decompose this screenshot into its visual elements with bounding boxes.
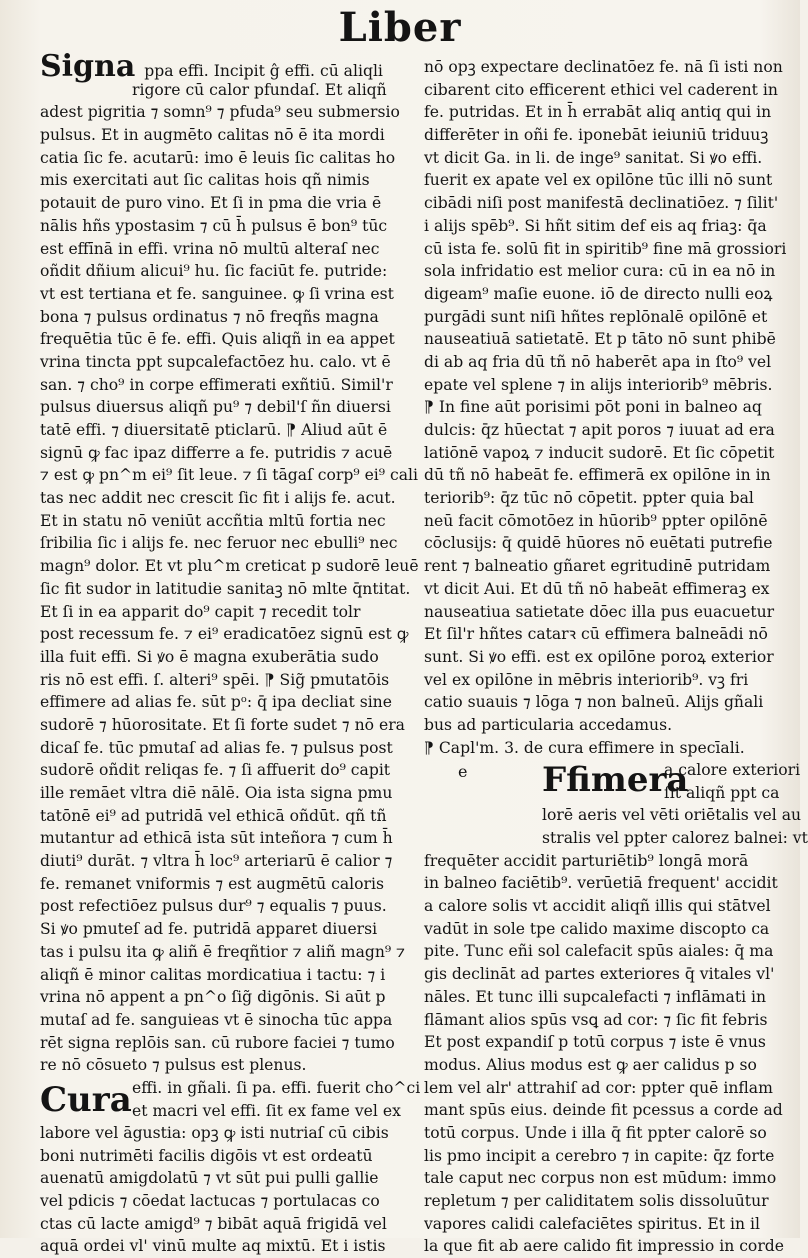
text-line: di ab aq fria dū tñ nō haberēt apa in ſto⁹ vel — [424, 352, 772, 371]
text-line: adest pigritia ⁊ somn⁹ ⁊ pfuda⁹ seu submersio — [40, 103, 400, 122]
text-line: oñdit dñium alicui⁹ hu. ſic faciūt fe. putride: — [40, 262, 388, 281]
text-line: illa fuit effi. Si ꝟo ē magna exuberātia sudo — [40, 647, 379, 666]
text-line: catia ſic fe. acutarū: imo ē leuis ſic calitas ho — [40, 148, 396, 167]
second-line: rigore cū calor pfundaſ. Et aliqñ — [132, 80, 387, 99]
text-line: la que fit ab aere calido fit impressio in corde — [424, 1237, 784, 1256]
text-line: pulsus. Et in augmēto calitas nō ē ita mordi — [40, 126, 385, 145]
text-line: magn⁹ dolor. Et vt plu^m creticat p sudorē leuē — [40, 557, 419, 576]
text-line: boni nutrimēti facilis digōis vt est ordeatū — [40, 1146, 373, 1165]
text-line: catio suauis ⁊ lōga ⁊ non balneū. Alijs gñali — [424, 693, 764, 712]
text-line: sudorē ⁊ hūorositate. Et ſi forte sudet ⁊ nō era — [40, 715, 405, 734]
text-line: vrina tincta ppt supcalefactōez hu. calo. vt ē — [40, 352, 391, 371]
text-line: epate vel splene ⁊ in alijs interiorib⁹ mēbris. — [424, 375, 773, 394]
text-line: nō opꝫ expectare declinatōez fe. nā ſi isti non — [424, 58, 783, 76]
text-line: totū corpus. Unde i illa q̄ fit ppter calorē so — [424, 1123, 767, 1142]
text-line: mutantur ad ethicā ista sūt inteñora ⁊ cum h̄ — [40, 829, 393, 848]
text-line: san. ⁊ cho⁹ in corpe effimerati exñtiū. Simil'r — [40, 375, 393, 394]
text-line: potauit de puro vino. Et ſi in pma die vria ē — [40, 194, 382, 213]
text-line: tatē effi. ⁊ diuersitatē pticlarū. ⁋ Aliud aūt ē — [40, 421, 388, 439]
text-line: sunt. Si ꝟo effi. est ex opilōne poroꝝ exterior — [424, 647, 774, 666]
right-column — [424, 56, 808, 1258]
text-line: nauseatiua satietate dōec illa pus euacuetur — [424, 602, 775, 621]
text-line: labore vel āgustia: opꝫ ꝙ isti nutriaſ cū cibis — [40, 1123, 389, 1142]
text-line: tas i pulsu ita ꝙ aliñ ē freqñtior ⁊ aliñ magn⁹ ⁊ — [40, 942, 406, 961]
text-line: vt dicit Aui. Et dū tñ nō habeāt effimeraꝫ ex — [424, 579, 770, 598]
text-line: in balneo faciētib⁹. verūetiā frequent' accidit — [424, 874, 778, 893]
text-line: ſic fit sudor in latitudie sanitaꝫ nō mlte q̄ntitat. — [40, 579, 411, 598]
text-line: fuerit ex apate vel ex opilōne tūc illi nō sunt — [424, 171, 773, 190]
text-line: vt dicit Ga. in li. de inge⁹ sanitat. Si ꝟo effi. — [424, 148, 763, 167]
left-column — [40, 49, 421, 1258]
text-line: frequētia tūc ē fe. effi. Quis aliqñ in ea appet — [40, 330, 395, 349]
text-line: rent ⁊ balneatio gñaret egritudinē putridam — [424, 557, 771, 576]
text-line: vapores calidi calefaciētes spiritus. Et in il — [424, 1214, 760, 1233]
first-line — [40, 49, 412, 84]
text-line: lis pmo incipit a cerebro ⁊ in capite: q̄z forte — [424, 1146, 775, 1165]
text-line: diuti⁹ durāt. ⁊ vltra h̄ loc⁹ arteriarū ē calior ⁊ — [40, 852, 393, 871]
margin-mark: e — [458, 762, 468, 781]
text-line: bus ad particularia accedamus. — [424, 715, 673, 734]
text-line: repletum ⁊ per caliditatem solis dissoluūtur — [424, 1192, 769, 1210]
ffimera-indent-body — [424, 804, 808, 849]
text-line: rēt signa replōis san. cū rubore faciei ⁊ tumo — [40, 1033, 395, 1052]
text-line: tas nec addit nec crescit ſic fit i alijs fe. acut. — [40, 489, 396, 508]
first-line-text: ppa effi. Incipit ĝ effi. cū aliqli — [144, 62, 383, 80]
text-line: i alijs spēb⁹. Si hñt sitim def eis aq friaꝫ: q̄a — [424, 216, 767, 235]
text-line: flāmant alios spūs vsꝗ ad cor: ⁊ ſic fit febris — [424, 1010, 768, 1029]
text-line: digeam⁹ maſie euone. iō de directo nulli eoꝝ — [424, 284, 773, 303]
text-line: fe. putridas. Et in h̄ errabāt aliq antiq qui in — [424, 103, 772, 122]
text-line: differēter in oñi fe. iponebāt ieiuniū triduuꝫ — [424, 126, 769, 145]
text-line: est effīnā in effi. vrina nō multū alteraſ nec — [40, 239, 380, 258]
text-line: stralis vel ppter calorez balnei: vt — [542, 829, 808, 847]
text-line: aquā ordei vl' vinū multe aq mixtū. Et i istis — [40, 1237, 386, 1256]
text-line: Si ꝟo pmuteſ ad fe. putridā apparet diuersi — [40, 920, 378, 939]
running-header: Liber — [338, 4, 462, 51]
text-line: lorē aeris vel vēti oriētalis vel au — [542, 806, 802, 825]
text-line: ille remāet vltra diē nālē. Oia ista signa pmu — [40, 784, 393, 802]
text-line: frequēter accidit parturiētib⁹ longā morā — [424, 851, 749, 870]
cura-side-line-1: effi. in gñali. ſi pa. effi. fuerit cho^ci — [132, 1078, 421, 1097]
text-line: re nō cōsueto ⁊ pulsus est plenus. — [40, 1056, 307, 1075]
text-line: latiōnē vapoꝝ ⁊ inducit sudorē. Et ſic cōpetit — [424, 443, 775, 462]
dropcap-signa: Signa — [40, 49, 136, 84]
text-line: nālis hñs ypostasim ⁊ cū h̄ pulsus ē bon⁹ tūc — [40, 216, 388, 235]
text-line: dicaſ fe. tūc pmutaſ ad alias fe. ⁊ pulsus post — [40, 738, 393, 757]
text-line: mutaſ ad fe. sanguieas vt ē sinocha tūc appa — [40, 1010, 393, 1029]
text-line: Et post expandiſ p totū corpus ⁊ iste ē vnus — [424, 1033, 766, 1052]
text-line: cibarent cito efficerent ethici vel caderent in — [424, 80, 778, 99]
text-line: cū ista fe. solū fit in spiritib⁹ fine mā grossiori — [424, 239, 787, 258]
text-line: vt est tertiana et fe. sanguinee. ꝙ ſi vrina est — [40, 284, 394, 303]
text-line: ſribilia ſic i alijs fe. nec feruor nec ebulli⁹ nec — [40, 534, 398, 553]
ffimera-side-line-1: a calore exteriori — [664, 761, 801, 780]
cura-text-body — [40, 1122, 412, 1258]
ffimera-title: Ffimera — [542, 760, 689, 801]
text-line: signū ꝙ fac ipaz differre a fe. putridis ⁊ acuē — [40, 443, 393, 462]
text-line: pite. Tunc eñi sol calefacit spūs aiales: q̄ ma — [424, 942, 774, 961]
text-line: ctas cū lacte amigd⁹ ⁊ bibāt aquā frigidā vel — [40, 1214, 387, 1233]
text-line: ⁋ In fine aūt porisimi pōt poni in balneo aq — [424, 398, 762, 417]
right-text-bottom — [424, 850, 784, 1258]
text-line: vel pdicis ⁊ cōedat lactucas ⁊ portulacas co — [40, 1192, 380, 1210]
text-line: pulsus diuersus aliqñ pu⁹ ⁊ debil'ſ ñn diuersi — [40, 398, 391, 417]
text-line: lem vel alr' attrahiſ ad cor: ppter quē inflam — [424, 1078, 773, 1097]
text-line: neū facit cōmotōez in hūorib⁹ ppter opilōnē — [424, 511, 768, 530]
text-line: teriorib⁹: q̄z tūc nō cōpetit. ppter quia bal — [424, 489, 754, 508]
text-line: ⁊ est ꝙ pn^m ei⁹ ſit leue. ⁊ ſi tāgaſ corp⁹ ei⁹ cali — [40, 466, 418, 485]
ffimera-heading-block — [424, 759, 801, 804]
left-text-body — [40, 101, 419, 1077]
text-line: bona ⁊ pulsus ordinatus ⁊ nō freqñs magna — [40, 307, 379, 326]
text-line: aliqñ ē minor calitas mordicatiua i tactu: ⁊ i — [40, 965, 386, 984]
text-line: vrina nō appent a pn^o ſig̃ digōnis. Si aūt p — [40, 988, 386, 1007]
text-line: effimere ad alias fe. sūt pᵒ: q̄ ipa decliat sine — [40, 693, 392, 712]
text-line: purgādi sunt niſi hñtes replōnalē opilōnē et — [424, 307, 768, 326]
right-text-top — [424, 56, 787, 759]
text-line: vadūt in sole tpe calido maxime discopto ca — [424, 919, 770, 938]
text-line: sola infridatio est melior cura: cū in ea nō in — [424, 262, 776, 281]
text-line: a calore solis vt accidit aliqñ illis qui stātvel — [424, 897, 771, 916]
text-line: ris nō est effi. ſ. alteri⁹ spēi. ⁋ Sig̃ pmutatōis — [40, 670, 390, 689]
text-line: gis declināt ad partes exteriores q̄ vitales vl' — [424, 965, 775, 984]
text-line: dū tñ nō habeāt fe. effimerā ex opilōne in in — [424, 466, 771, 485]
text-line: vel ex opilōne in mēbris interiorib⁹. vꝫ fri — [424, 670, 749, 689]
text-line: Et ſil'r hñtes catarꝛ cū effimera balneādi nō — [424, 625, 768, 644]
text-line: fe. remanet vniformis ⁊ est augmētū caloris — [40, 874, 384, 893]
text-line: dulcis: q̄z hūectat ⁊ apit poros ⁊ iuuat ad era — [424, 421, 775, 439]
text-line: ⁋ Capl'm. 3. de cura effimere in specīali. — [424, 738, 745, 757]
cura-side-line-2: et macri vel effi. ſit ex fame vel ex — [132, 1101, 401, 1120]
text-line: nāles. Et tunc illi supcalefacti ⁊ inflāmati in — [424, 987, 767, 1006]
cura-heading-block — [40, 1077, 421, 1122]
text-line: sudorē oñdit reliqas fe. ⁊ ſi affuerit do⁹ capit — [40, 761, 391, 780]
text-line: post recessum fe. ⁊ ei⁹ eradicatōez signū est ꝙ — [40, 625, 409, 644]
text-line: tale caput nec corpus non est mūdum: immo — [424, 1169, 777, 1188]
text-line: mant spūs eius. deinde fit pcessus a corde ad — [424, 1101, 783, 1120]
text-line: modus. Alius modus est ꝙ aer calidus p so — [424, 1055, 757, 1074]
text-line: mis exercitati aut ſic calitas hois qñ nimis — [40, 171, 370, 190]
text-line: nauseatiuā satietatē. Et p tāto nō sunt phibē — [424, 330, 776, 349]
text-line: cōclusijs: q̄ quidē hūores nō euētati putrefie — [424, 534, 773, 553]
text-line: auenatū amigdolatū ⁊ vt sūt pui pulli gallie — [40, 1169, 379, 1188]
text-line: tatōnē ei⁹ ad putridā vel ethicā oñdūt. qñ tñ — [40, 806, 387, 825]
text-line: cibādi niſi post manifestā declinatiōez. ⁊ ſilit' — [424, 194, 779, 213]
ffimera-side-line-2: ſit aliqñ ppt ca — [664, 784, 780, 802]
text-line: Et ſi in ea apparit do⁹ capit ⁊ recedit tolr — [40, 602, 361, 621]
text-line: post refectiōez pulsus dur⁹ ⁊ equalis ⁊ puus. — [40, 897, 387, 916]
text-line: Et in statu nō veniūt accñtia mltū fortia nec — [40, 511, 386, 530]
cura-title: Cura — [40, 1079, 132, 1120]
